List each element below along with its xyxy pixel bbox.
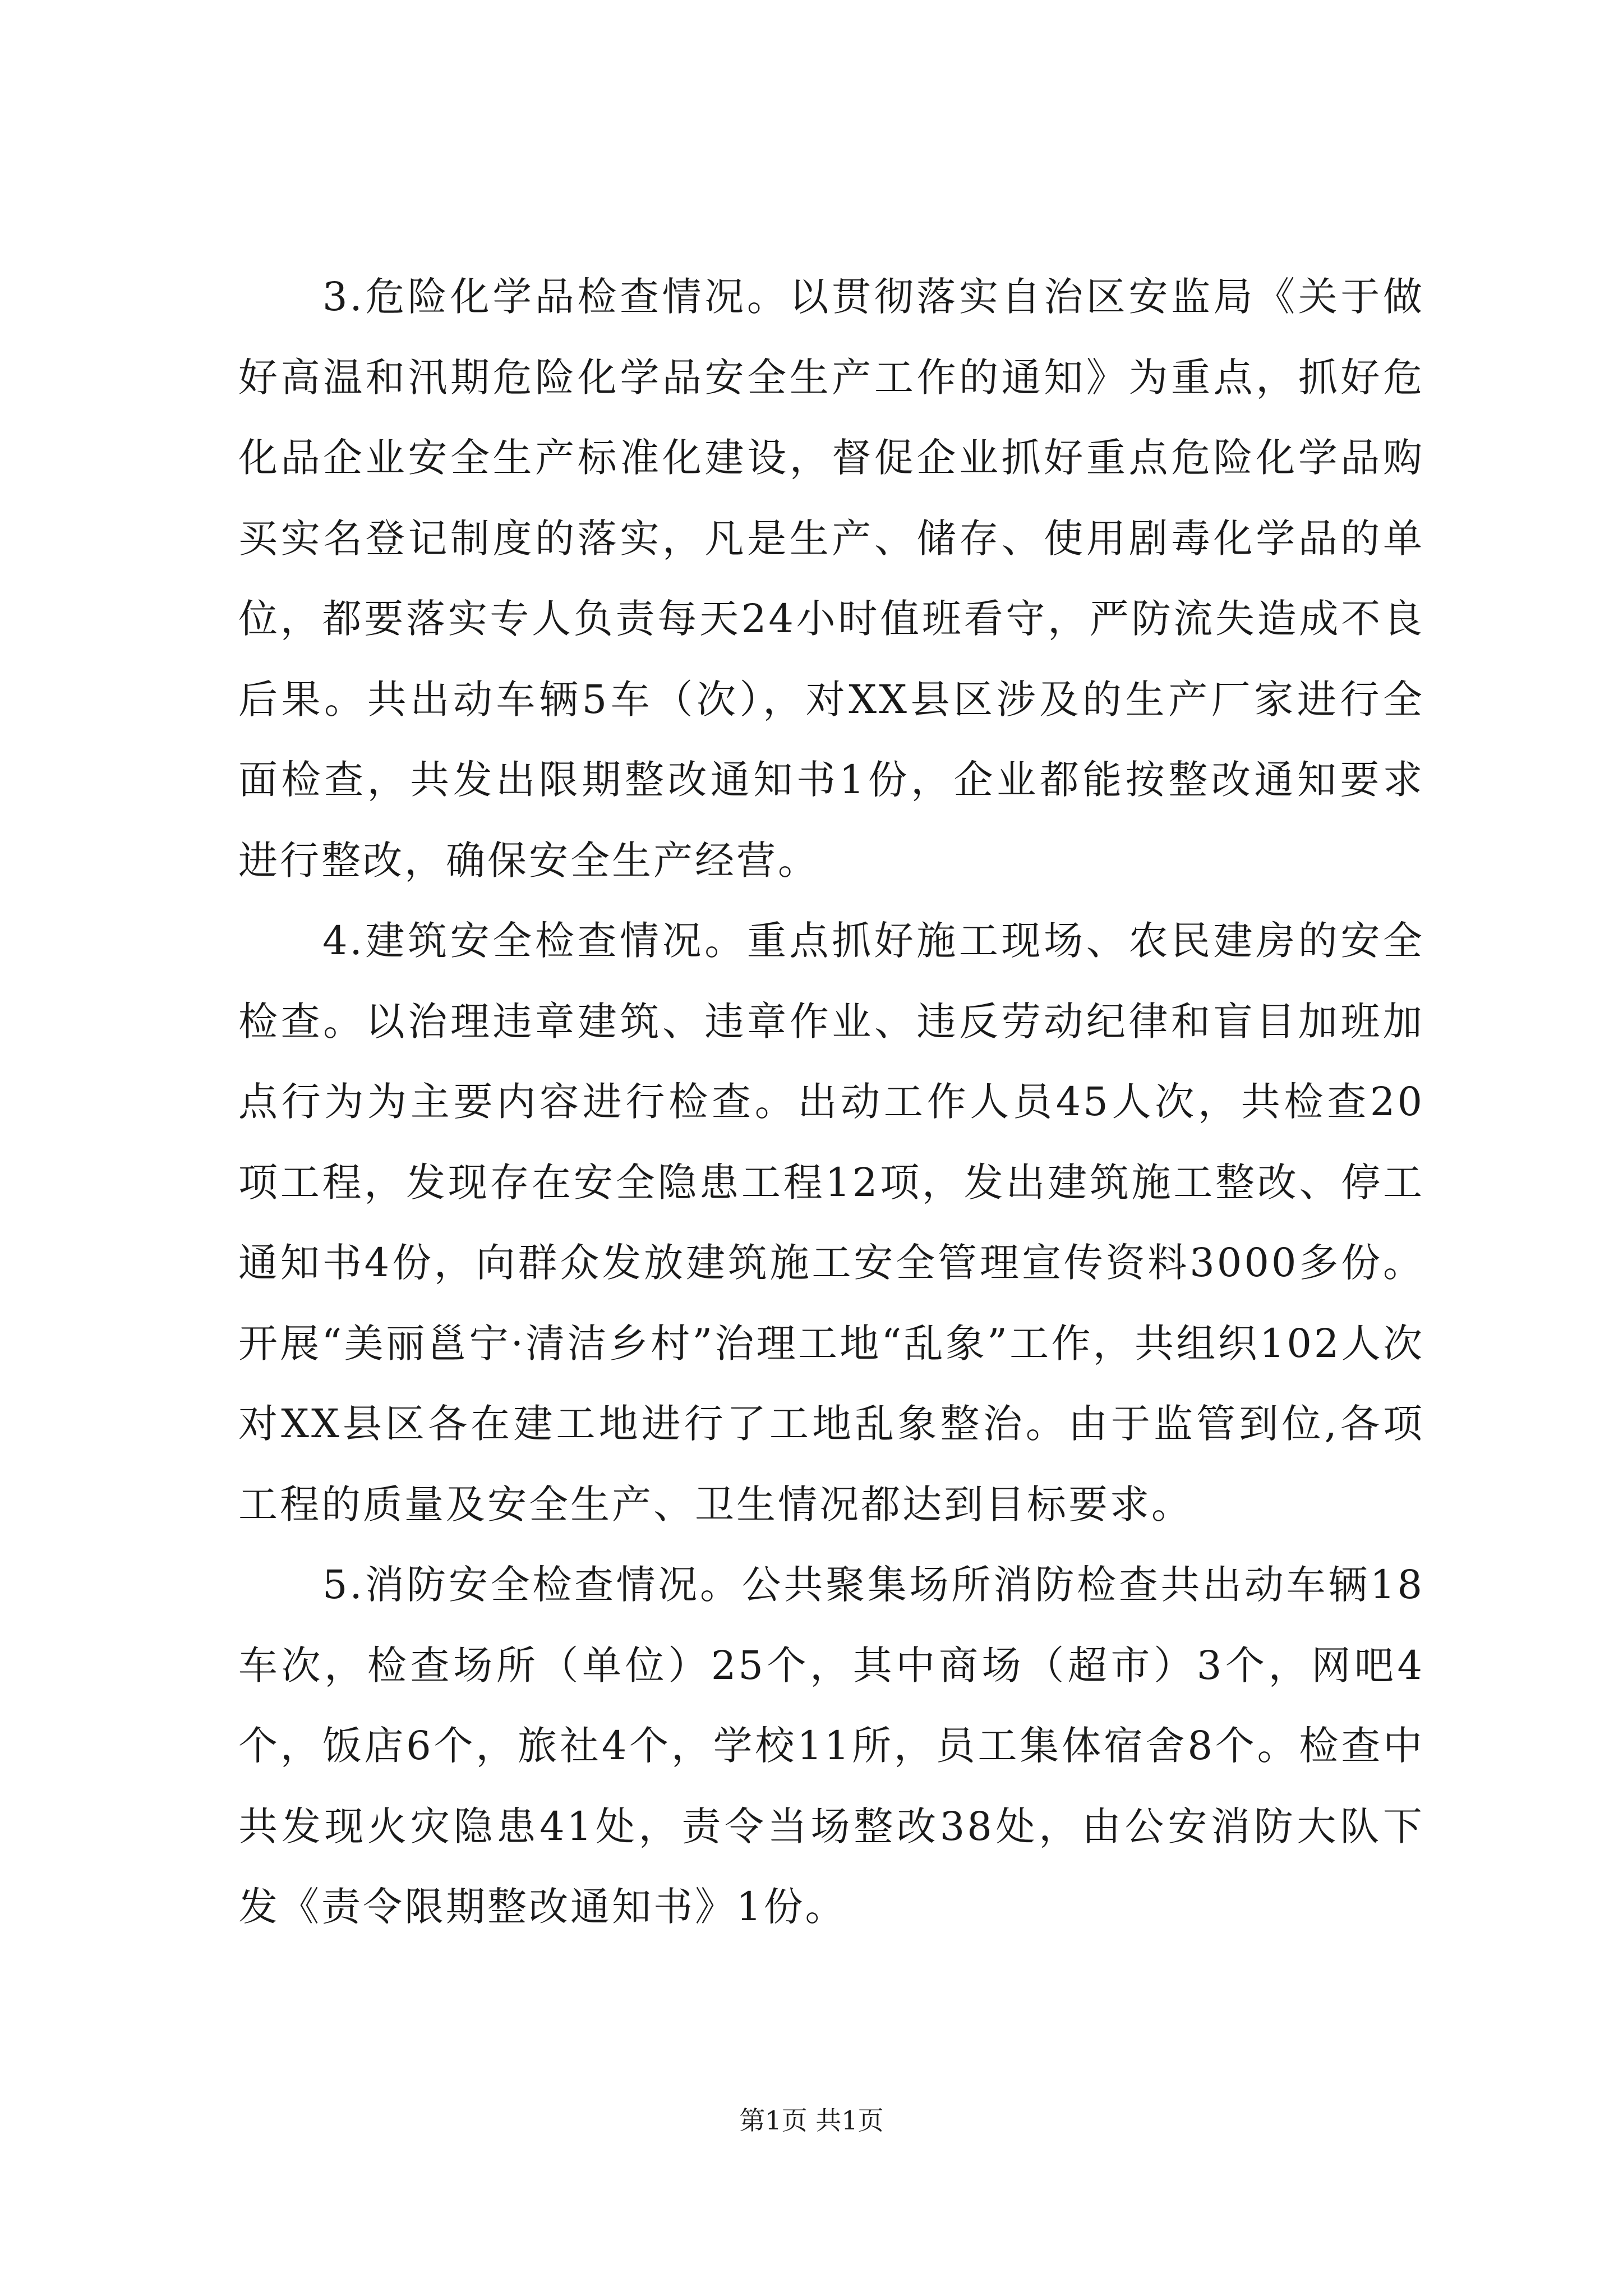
page-footer: 第1页 共1页 [739, 2105, 884, 2136]
paragraph-hazardous-chemicals: 3.危险化学品检查情况。以贯彻落实自治区安监局《关于做好高温和汛期危险化学品安全生产工作的通知》为重点，抓好危化品企业安全生产标准化建设，督促企业抓好重点危险化学品购买实名登记制度的落实，凡是生产、储存、使用剧毒化学品的单位，都要落实专人负责每天24小时值班看守，严防流失造成不良后果。共出动车辆5车（次），对XX县区涉及的生产厂家进行全面检查，共发出限期整改通知书1份，企业都能按整改通知要求进行整改，确保安全生产经营。 [238, 274, 1424, 884]
paragraph-construction-safety: 4.建筑安全检查情况。重点抓好施工现场、农民建房的安全检查。以治理违章建筑、违章作业、违反劳动纪律和盲目加班加点行为为主要内容进行检查。出动工作人员45人次，共检查20项工程，发现存在安全隐患工程12项，发出建筑施工整改、停工通知书4份，向群众发放建筑施工安全管理宣传资料3000多份。开展“美丽邕宁·清洁乡村”治理工地“乱象”工作，共组织102人次对XX县区各在建工地进行了工地乱象整治。由于监管到位,各项工程的质量及安全生产、卫生情况都达到目标要求。 [238, 918, 1424, 1527]
paragraph-fire-safety: 5.消防安全检查情况。公共聚集场所消防检查共出动车辆18车次，检查场所（单位）25个，其中商场（超市）3个，网吧4个，饭店6个，旅社4个，学校11所，员工集体宿舍8个。检查中共发现火灾隐患41处，责令当场整改38处，由公安消防大队下发《责令限期整改通知书》1份。 [238, 1562, 1424, 1930]
document-body [238, 257, 1424, 1948]
